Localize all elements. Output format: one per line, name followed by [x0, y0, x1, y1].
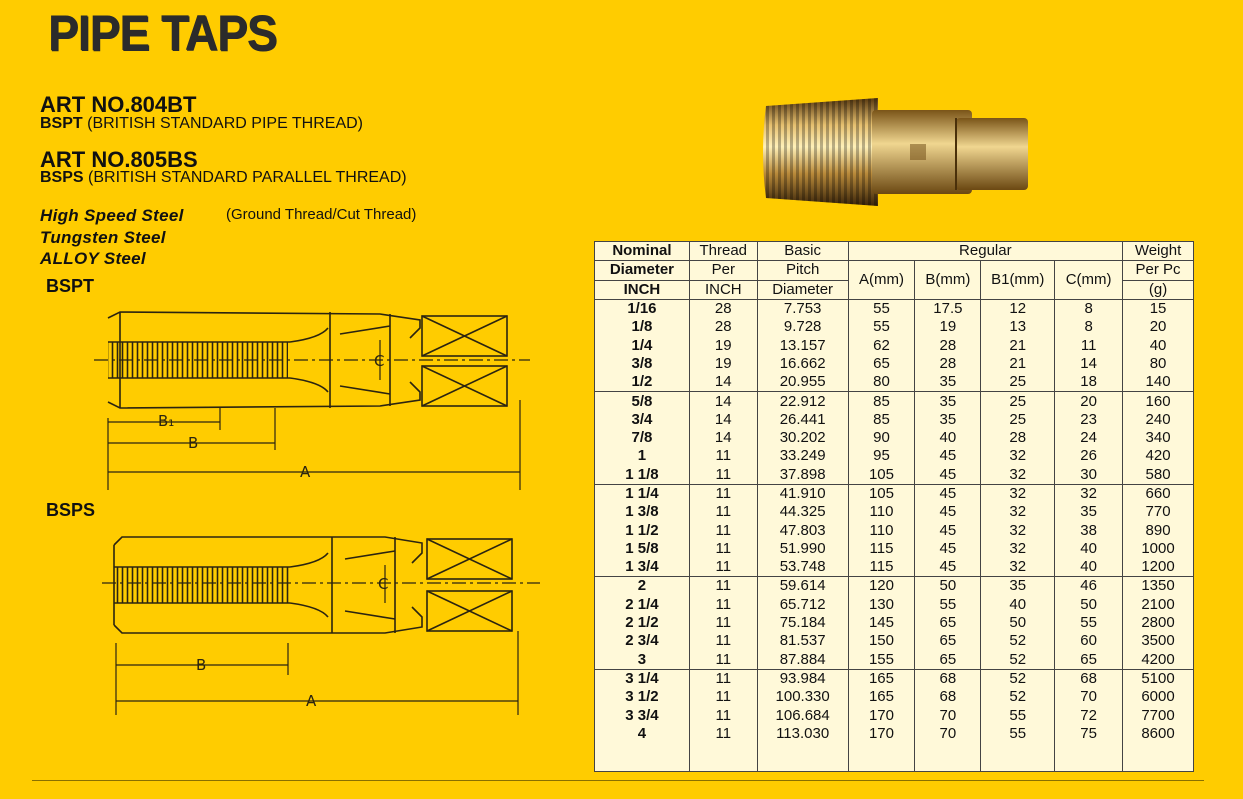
cell-a-mm: 155 — [848, 651, 915, 670]
cell-b1-mm: 55 — [981, 725, 1055, 743]
cell-c-mm: 50 — [1055, 596, 1123, 614]
art-number-804bt: ART NO.804BT — [40, 92, 197, 117]
dimension-label-b: B — [188, 434, 199, 452]
table-row — [595, 614, 1194, 632]
cell-weight-g: 420 — [1123, 447, 1194, 465]
table-row — [595, 688, 1194, 706]
cell-b-mm: 70 — [915, 706, 981, 724]
cell-b-mm: 45 — [915, 466, 981, 485]
cell-a-mm: 90 — [848, 429, 915, 447]
cell-b1-mm: 50 — [981, 614, 1055, 632]
table-row — [595, 503, 1194, 521]
cell-threads-per-inch: 14 — [689, 411, 757, 429]
cell-weight-g: 6000 — [1123, 688, 1194, 706]
cell-a-mm: 80 — [848, 373, 915, 392]
diagram-label-bspt: BSPT — [46, 276, 95, 296]
cell-b-mm: 50 — [915, 577, 981, 596]
dimension-label-a: A — [300, 463, 311, 481]
cell-nominal-inch: 3 — [595, 651, 690, 670]
cell-b1-mm: 25 — [981, 392, 1055, 411]
cell-weight-g: 40 — [1123, 336, 1194, 354]
cell-nominal-inch: 1 1/4 — [595, 484, 690, 503]
cell-nominal-inch: 1/8 — [595, 318, 690, 336]
thread-description: (BRITISH STANDARD PARALLEL THREAD) — [83, 169, 407, 186]
cell-b1-mm: 13 — [981, 318, 1055, 336]
table-row — [595, 596, 1194, 614]
cell-nominal-inch: 2 — [595, 577, 690, 596]
bspt-tap-drawing — [90, 300, 530, 495]
header-diameter: Diameter — [595, 261, 690, 280]
cell-a-mm: 95 — [848, 447, 915, 465]
cell-a-mm: 170 — [848, 725, 915, 743]
cell-b1-mm: 32 — [981, 466, 1055, 485]
material-note: (Ground Thread/Cut Thread) — [226, 206, 417, 223]
cell-threads-per-inch: 28 — [689, 318, 757, 336]
cell-weight-g: 580 — [1123, 466, 1194, 485]
cell-threads-per-inch: 11 — [689, 669, 757, 688]
cell-threads-per-inch: 11 — [689, 521, 757, 539]
table-row — [595, 429, 1194, 447]
art-number-805bs: ART NO.805BS — [40, 147, 198, 172]
cell-nominal-inch: 1/16 — [595, 299, 690, 318]
header-pitch: Pitch — [757, 261, 848, 280]
cell-nominal-inch: 3/8 — [595, 355, 690, 373]
cell-basic-pitch-diameter: 7.753 — [757, 299, 848, 318]
cell-c-mm: 24 — [1055, 429, 1123, 447]
dimension-label-b: B — [196, 656, 207, 674]
cell-weight-g: 1000 — [1123, 540, 1194, 558]
cell-threads-per-inch: 11 — [689, 447, 757, 465]
spacer-cell — [757, 743, 848, 772]
cell-c-mm: 32 — [1055, 484, 1123, 503]
cell-c-mm: 35 — [1055, 503, 1123, 521]
cell-threads-per-inch: 14 — [689, 392, 757, 411]
cell-basic-pitch-diameter: 9.728 — [757, 318, 848, 336]
cell-threads-per-inch: 11 — [689, 540, 757, 558]
cell-nominal-inch: 3 3/4 — [595, 706, 690, 724]
cell-b1-mm: 21 — [981, 355, 1055, 373]
cell-a-mm: 165 — [848, 669, 915, 688]
cell-weight-g: 660 — [1123, 484, 1194, 503]
cell-weight-g: 5100 — [1123, 669, 1194, 688]
cell-basic-pitch-diameter: 59.614 — [757, 577, 848, 596]
cell-b-mm: 45 — [915, 521, 981, 539]
cell-basic-pitch-diameter: 44.325 — [757, 503, 848, 521]
header-weight: Weight — [1123, 242, 1194, 261]
header-b1-mm: B1(mm) — [981, 261, 1055, 300]
cell-threads-per-inch: 11 — [689, 596, 757, 614]
cell-b1-mm: 25 — [981, 411, 1055, 429]
cell-nominal-inch: 5/8 — [595, 392, 690, 411]
header-regular: Regular — [848, 242, 1123, 261]
cell-c-mm: 72 — [1055, 706, 1123, 724]
cell-nominal-inch: 1 3/4 — [595, 558, 690, 577]
cell-c-mm: 75 — [1055, 725, 1123, 743]
cell-c-mm: 70 — [1055, 688, 1123, 706]
spacer-cell — [1055, 743, 1123, 772]
cell-a-mm: 55 — [848, 318, 915, 336]
cell-c-mm: 55 — [1055, 614, 1123, 632]
cell-a-mm: 65 — [848, 355, 915, 373]
cell-b-mm: 70 — [915, 725, 981, 743]
cell-nominal-inch: 2 1/2 — [595, 614, 690, 632]
cell-b1-mm: 28 — [981, 429, 1055, 447]
cell-threads-per-inch: 28 — [689, 299, 757, 318]
cell-threads-per-inch: 11 — [689, 484, 757, 503]
cell-b-mm: 45 — [915, 558, 981, 577]
cell-c-mm: 65 — [1055, 651, 1123, 670]
cell-b1-mm: 52 — [981, 632, 1055, 650]
cell-c-mm: 30 — [1055, 466, 1123, 485]
cell-basic-pitch-diameter: 100.330 — [757, 688, 848, 706]
cell-b-mm: 28 — [915, 355, 981, 373]
spacer-cell — [1123, 743, 1194, 772]
cell-a-mm: 170 — [848, 706, 915, 724]
cell-b1-mm: 32 — [981, 540, 1055, 558]
cell-b-mm: 45 — [915, 484, 981, 503]
cell-nominal-inch: 2 3/4 — [595, 632, 690, 650]
cell-b-mm: 28 — [915, 336, 981, 354]
cell-nominal-inch: 1 1/8 — [595, 466, 690, 485]
header-grams: (g) — [1123, 280, 1194, 299]
cell-b-mm: 45 — [915, 447, 981, 465]
cell-weight-g: 4200 — [1123, 651, 1194, 670]
spacer-cell — [915, 743, 981, 772]
cell-a-mm: 115 — [848, 558, 915, 577]
table-row — [595, 373, 1194, 392]
cell-basic-pitch-diameter: 41.910 — [757, 484, 848, 503]
cell-threads-per-inch: 11 — [689, 688, 757, 706]
cell-c-mm: 8 — [1055, 318, 1123, 336]
cell-c-mm: 40 — [1055, 540, 1123, 558]
header-per-pc: Per Pc — [1123, 261, 1194, 280]
cell-weight-g: 890 — [1123, 521, 1194, 539]
cell-b-mm: 65 — [915, 632, 981, 650]
header-c-mm: C(mm) — [1055, 261, 1123, 300]
table-row — [595, 355, 1194, 373]
cell-b-mm: 65 — [915, 614, 981, 632]
specification-table-body — [595, 299, 1194, 771]
cell-a-mm: 120 — [848, 577, 915, 596]
thread-description: (BRITISH STANDARD PIPE THREAD) — [82, 115, 363, 132]
cell-b1-mm: 32 — [981, 447, 1055, 465]
cell-b-mm: 68 — [915, 669, 981, 688]
cell-b1-mm: 25 — [981, 373, 1055, 392]
table-spacer-row — [595, 743, 1194, 772]
dimension-label-a: A — [306, 692, 317, 710]
cell-b-mm: 45 — [915, 540, 981, 558]
cell-b-mm: 55 — [915, 596, 981, 614]
table-row — [595, 577, 1194, 596]
cell-nominal-inch: 1 1/2 — [595, 521, 690, 539]
header-thread: Thread — [689, 242, 757, 261]
cell-basic-pitch-diameter: 81.537 — [757, 632, 848, 650]
cell-a-mm: 145 — [848, 614, 915, 632]
cell-basic-pitch-diameter: 53.748 — [757, 558, 848, 577]
cell-weight-g: 140 — [1123, 373, 1194, 392]
cell-nominal-inch: 2 1/4 — [595, 596, 690, 614]
cell-a-mm: 105 — [848, 484, 915, 503]
cell-c-mm: 60 — [1055, 632, 1123, 650]
cell-b-mm: 35 — [915, 411, 981, 429]
diagram-label-bsps: BSPS — [46, 500, 96, 520]
table-row — [595, 447, 1194, 465]
cell-a-mm: 55 — [848, 299, 915, 318]
cell-c-mm: 46 — [1055, 577, 1123, 596]
cell-b1-mm: 40 — [981, 596, 1055, 614]
cell-c-mm: 40 — [1055, 558, 1123, 577]
cell-threads-per-inch: 11 — [689, 503, 757, 521]
cell-basic-pitch-diameter: 87.884 — [757, 651, 848, 670]
pipe-tap-image — [760, 88, 1032, 218]
cell-threads-per-inch: 11 — [689, 614, 757, 632]
cell-a-mm: 85 — [848, 411, 915, 429]
cell-nominal-inch: 1 — [595, 447, 690, 465]
material-tungsten: Tungsten Steel — [40, 228, 166, 247]
cell-basic-pitch-diameter: 106.684 — [757, 706, 848, 724]
table-row — [595, 558, 1194, 577]
cell-b-mm: 35 — [915, 392, 981, 411]
cell-b1-mm: 32 — [981, 521, 1055, 539]
cell-a-mm: 85 — [848, 392, 915, 411]
art-804bt-description — [40, 115, 363, 133]
cell-a-mm: 62 — [848, 336, 915, 354]
cell-weight-g: 2100 — [1123, 596, 1194, 614]
cell-b1-mm: 12 — [981, 299, 1055, 318]
cell-b1-mm: 52 — [981, 688, 1055, 706]
cell-threads-per-inch: 11 — [689, 632, 757, 650]
table-row — [595, 706, 1194, 724]
cell-c-mm: 20 — [1055, 392, 1123, 411]
header-pitch-diameter: Diameter — [757, 280, 848, 299]
cell-c-mm: 14 — [1055, 355, 1123, 373]
thread-code: BSPT — [40, 115, 83, 132]
cell-basic-pitch-diameter: 33.249 — [757, 447, 848, 465]
table-row — [595, 669, 1194, 688]
cell-weight-g: 3500 — [1123, 632, 1194, 650]
header-b-mm: B(mm) — [915, 261, 981, 300]
cell-basic-pitch-diameter: 37.898 — [757, 466, 848, 485]
cell-c-mm: 26 — [1055, 447, 1123, 465]
cell-b1-mm: 21 — [981, 336, 1055, 354]
cell-c-mm: 23 — [1055, 411, 1123, 429]
art-805bs-description — [40, 169, 407, 187]
cell-nominal-inch: 3 1/2 — [595, 688, 690, 706]
header-nominal: Nominal — [595, 242, 690, 261]
thread-code: BSPS — [40, 169, 84, 186]
cell-threads-per-inch: 11 — [689, 558, 757, 577]
material-hss: High Speed Steel — [40, 206, 184, 225]
header-inch: INCH — [595, 280, 690, 299]
cell-b1-mm: 55 — [981, 706, 1055, 724]
cell-weight-g: 1350 — [1123, 577, 1194, 596]
cell-c-mm: 38 — [1055, 521, 1123, 539]
cell-weight-g: 160 — [1123, 392, 1194, 411]
cell-b-mm: 40 — [915, 429, 981, 447]
cell-b-mm: 68 — [915, 688, 981, 706]
table-row — [595, 484, 1194, 503]
cell-basic-pitch-diameter: 75.184 — [757, 614, 848, 632]
table-row — [595, 318, 1194, 336]
cell-b1-mm: 35 — [981, 577, 1055, 596]
table-row — [595, 392, 1194, 411]
cell-a-mm: 110 — [848, 521, 915, 539]
header-thread-inch: INCH — [689, 280, 757, 299]
cell-weight-g: 770 — [1123, 503, 1194, 521]
cell-threads-per-inch: 14 — [689, 373, 757, 392]
cell-threads-per-inch: 11 — [689, 725, 757, 743]
cell-threads-per-inch: 11 — [689, 706, 757, 724]
cell-b1-mm: 32 — [981, 503, 1055, 521]
cell-nominal-inch: 1 3/8 — [595, 503, 690, 521]
cell-b-mm: 19 — [915, 318, 981, 336]
cell-c-mm: 68 — [1055, 669, 1123, 688]
cell-weight-g: 80 — [1123, 355, 1194, 373]
cell-weight-g: 1200 — [1123, 558, 1194, 577]
cell-weight-g: 8600 — [1123, 725, 1194, 743]
cell-basic-pitch-diameter: 22.912 — [757, 392, 848, 411]
cell-nominal-inch: 7/8 — [595, 429, 690, 447]
table-row — [595, 540, 1194, 558]
cell-a-mm: 110 — [848, 503, 915, 521]
material-alloy: ALLOY Steel — [40, 249, 146, 268]
cell-basic-pitch-diameter: 20.955 — [757, 373, 848, 392]
table-row — [595, 725, 1194, 743]
footer-divider — [32, 780, 1204, 781]
header-basic: Basic — [757, 242, 848, 261]
table-row — [595, 411, 1194, 429]
cell-nominal-inch: 1/4 — [595, 336, 690, 354]
cell-c-mm: 18 — [1055, 373, 1123, 392]
cell-threads-per-inch: 19 — [689, 355, 757, 373]
cell-weight-g: 7700 — [1123, 706, 1194, 724]
cell-basic-pitch-diameter: 26.441 — [757, 411, 848, 429]
spacer-cell — [689, 743, 757, 772]
cell-threads-per-inch: 11 — [689, 651, 757, 670]
cell-b1-mm: 32 — [981, 484, 1055, 503]
dimension-label-c: C — [374, 352, 385, 370]
cell-a-mm: 115 — [848, 540, 915, 558]
cell-b-mm: 35 — [915, 373, 981, 392]
cell-threads-per-inch: 14 — [689, 429, 757, 447]
cell-weight-g: 240 — [1123, 411, 1194, 429]
table-row — [595, 466, 1194, 485]
cell-basic-pitch-diameter: 16.662 — [757, 355, 848, 373]
cell-basic-pitch-diameter: 65.712 — [757, 596, 848, 614]
table-row — [595, 632, 1194, 650]
cell-nominal-inch: 3 1/4 — [595, 669, 690, 688]
cell-a-mm: 150 — [848, 632, 915, 650]
spacer-cell — [848, 743, 915, 772]
cell-c-mm: 8 — [1055, 299, 1123, 318]
cell-b-mm: 65 — [915, 651, 981, 670]
cell-nominal-inch: 1/2 — [595, 373, 690, 392]
cell-nominal-inch: 3/4 — [595, 411, 690, 429]
table-row — [595, 521, 1194, 539]
table-row — [595, 651, 1194, 670]
bsps-tap-drawing — [100, 525, 540, 720]
cell-nominal-inch: 1 5/8 — [595, 540, 690, 558]
dimension-label-b1: B₁ — [158, 412, 175, 430]
header-a-mm: A(mm) — [848, 261, 915, 300]
cell-a-mm: 105 — [848, 466, 915, 485]
dimension-label-c: C — [378, 575, 389, 593]
cell-threads-per-inch: 11 — [689, 577, 757, 596]
spacer-cell — [595, 743, 690, 772]
cell-basic-pitch-diameter: 113.030 — [757, 725, 848, 743]
spacer-cell — [981, 743, 1055, 772]
cell-a-mm: 130 — [848, 596, 915, 614]
specification-table — [594, 241, 1194, 772]
cell-weight-g: 15 — [1123, 299, 1194, 318]
header-per: Per — [689, 261, 757, 280]
table-row — [595, 299, 1194, 318]
cell-b-mm: 45 — [915, 503, 981, 521]
cell-c-mm: 11 — [1055, 336, 1123, 354]
cell-b-mm: 17.5 — [915, 299, 981, 318]
cell-a-mm: 165 — [848, 688, 915, 706]
cell-threads-per-inch: 19 — [689, 336, 757, 354]
cell-b1-mm: 52 — [981, 669, 1055, 688]
cell-b1-mm: 32 — [981, 558, 1055, 577]
cell-weight-g: 340 — [1123, 429, 1194, 447]
cell-weight-g: 2800 — [1123, 614, 1194, 632]
cell-threads-per-inch: 11 — [689, 466, 757, 485]
cell-b1-mm: 52 — [981, 651, 1055, 670]
cell-basic-pitch-diameter: 47.803 — [757, 521, 848, 539]
cell-basic-pitch-diameter: 30.202 — [757, 429, 848, 447]
cell-basic-pitch-diameter: 51.990 — [757, 540, 848, 558]
table-row — [595, 336, 1194, 354]
cell-weight-g: 20 — [1123, 318, 1194, 336]
cell-nominal-inch: 4 — [595, 725, 690, 743]
cell-basic-pitch-diameter: 13.157 — [757, 336, 848, 354]
cell-basic-pitch-diameter: 93.984 — [757, 669, 848, 688]
page-title: PIPE TAPS — [48, 5, 277, 61]
